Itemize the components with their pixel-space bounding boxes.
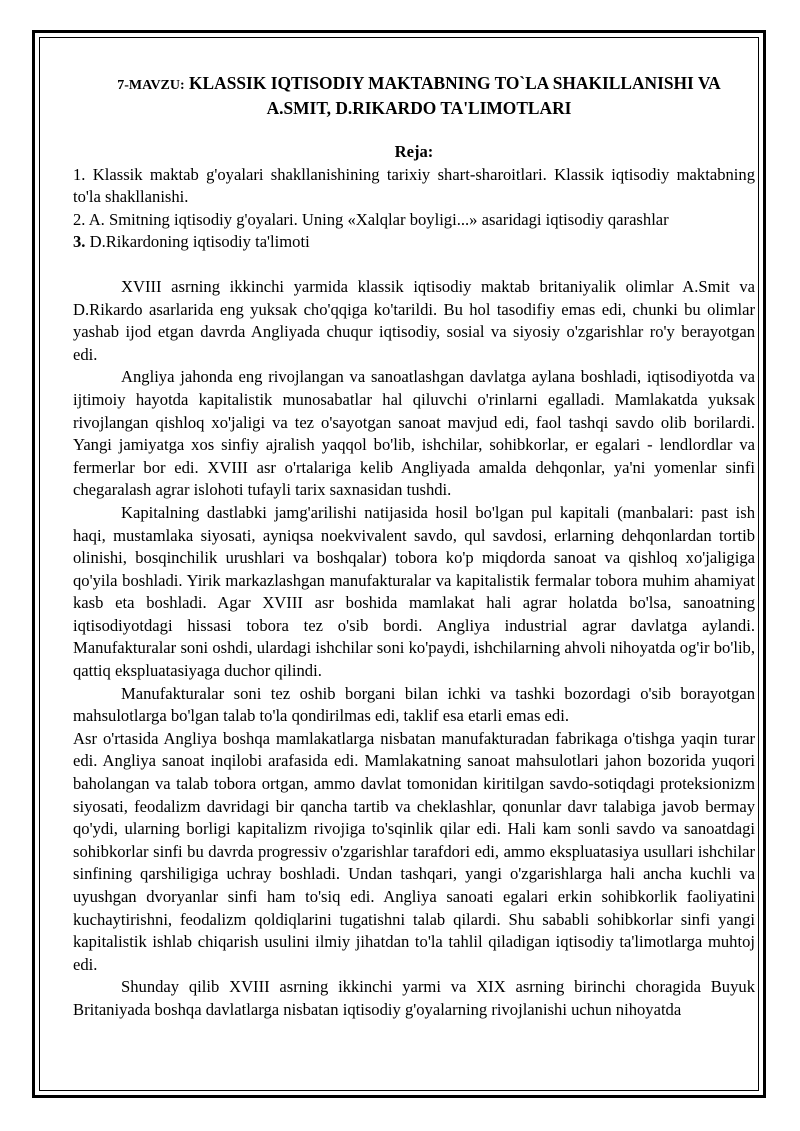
plan-item-number: 3. [73, 232, 86, 252]
spacer [73, 254, 755, 276]
plan-item-3 [73, 231, 755, 254]
plan-item-text: D.Rikardoning iqtisodiy ta'limoti [89, 232, 310, 252]
body-paragraph-4: Manufakturalar soni tez oshib borgani bilan ichki va tashki bozordagi o'sib borayotgan mahsulotlarga bo'lgan talab to'la qondirilmas edi, taklif esa etarli emas edi. [73, 683, 755, 726]
title-line-1: KLASSIK IQTISODIY MAKTABNING TO`LA SHAKILLANISHI VA [189, 73, 721, 93]
plan-item-number: 1. [73, 164, 86, 184]
body-paragraph-1: XVIII asrning ikkinchi yarmida klassik iqtisodiy maktab britaniyalik olimlar A.Smit va D.Rikardo asarlarida eng yuksak cho'qqiga ko'tarildi. Bu hol tasodifiy emas edi, chunki bu olimlar yashab ijod etgan davrda Angliyada chuqur iqtisodiy, sosial va siyosiy o'zgarishlar ro'y berayotgan edi. [73, 276, 755, 364]
body-paragraph-2: Angliya jahonda eng rivojlangan va sanoatlashgan davlatga aylana boshladi, iqtisodiyotda va ijtimoiy hayotda kapitalistik munosabatlar hal qiluvchi o'rinlarni egalladi. Mamlakatda yuksak rivojlangan qishloq xo'jaligi va tez o'sayotgan sanoat mavjud edi, faol tashqi savdo olib borilardi. Yangi jamiyatga xos sinfiy ajralish yaqqol bo'lib, ishchilar, sohibkorlar, er egalari - lendlordlar va fermerlar bor edi. XVIII asr o'rtalariga kelib Angliyada amalda dehqonlar, ya'ni yomenlar sinfi chegaralash agrar islohoti tufayli tarix saxnasidan tushdi. [73, 367, 755, 500]
topic-label: 7-MAVZU: [117, 78, 185, 93]
body-paragraph-3: Kapitalning dastlabki jamg'arilishi natijasida hosil bo'lgan pul kapitali (manbalari: past ish haqi, mustamlaka siyosati, ayniqsa noekvivalent savdo, qul savdosi, erlarning dehqonlardan tortib olinishi, bosqinchilik urushlari va boshqalar) tobora ko'p miqdorda sanoat va qishloq xo'jaligiga qo'yila boshladi. Yirik markazlashgan manufakturalar va kapitalistik fermalar tobora muhim ahamiyat kasb eta boshladi. Agar XVIII asr boshida mamlakat hali agrar holatda bo'lsa, sanoatning iqtisodiyotdagi hissasi tobora tez o'sib bordi. Angliya industrial agrar davlatga aylandi. Manufakturalar soni oshdi, ulardagi ishchilar soni ko'paydi, ishchilarning ahvoli nihoyatda og'ir bo'lib, qattiq ekspluatasiyaga duchor qilindi. [73, 502, 755, 681]
plan-item-text: Klassik maktab g'oyalari shakllanishining tarixiy shart-sharoitlari. Klassik iqtisodiy maktabning to'la shakllanishi. [73, 164, 755, 207]
plan-item-2 [73, 209, 755, 232]
body-paragraph-5: Asr o'rtasida Angliya boshqa mamlakatlarga nisbatan manufakturadan fabrikaga o'tishga yaqin turar edi. Angliya sanoat inqilobi arafasida edi. Mamlakatning sanoat mahsulotlari jahon bozorida yuqori baholangan va talab tobora ortgan, ammo davlat tomonidan kiritilgan savdo-sotiqdagi proteksionizm siyosati, feodalizm davridagi bir qancha tartib va cheklashlar, qonunlar davr talabiga javob bermay qo'ydi, ularning borligi kapitalizm rivojiga to'sqinlik qilar edi. Hali kam sonli savdo va sanoatdagi sohibkorlar sinfi bu davrda progressiv o'zgarishlar tarafdori edi, ammo ekspluatasiya usullari ishchilar sinfining qarshiligiga uchray boshladi. Undan tashqari, yangi o'zgarishlarga hali ancha kuchli va uyushgan dvoryanlar sinfi ham to'siq edi. Angliya sanoati egalari erkin sohibkorlik faoliyatini kuchaytirishni, feodalizm qoldiqlarini tugatishni talab qilardi. Shu sababli sohibkorlar sinfi yangi kapitalistik ishlab chiqarish usulini ilmiy jihatdan to'la tahlil qiladigan iqtisodiy ta'limotlarga muhtoj edi. [73, 728, 755, 974]
plan-item-text: A. Smitning iqtisodiy g'oyalari. Uning «Xalqlar boyligi...» asaridagi iqtisodiy qarashlar [88, 209, 669, 229]
plan-heading: Reja: [394, 142, 434, 161]
body-paragraph-6: Shunday qilib XVIII asrning ikkinchi yarmi va XIX asrning birinchi choragida Buyuk Britaniyada boshqa davlatlarga nisbatan iqtisodiy g'oyalarning rivojlanishi uchun nihoyatda [73, 977, 755, 1019]
plan-item-1 [73, 164, 755, 209]
document-content [73, 72, 755, 1022]
plan-item-number: 2. [73, 209, 86, 229]
title-line-2: A.SMIT, D.RIKARDO TA'LIMOTLARI [266, 98, 572, 118]
page-title [73, 72, 755, 119]
